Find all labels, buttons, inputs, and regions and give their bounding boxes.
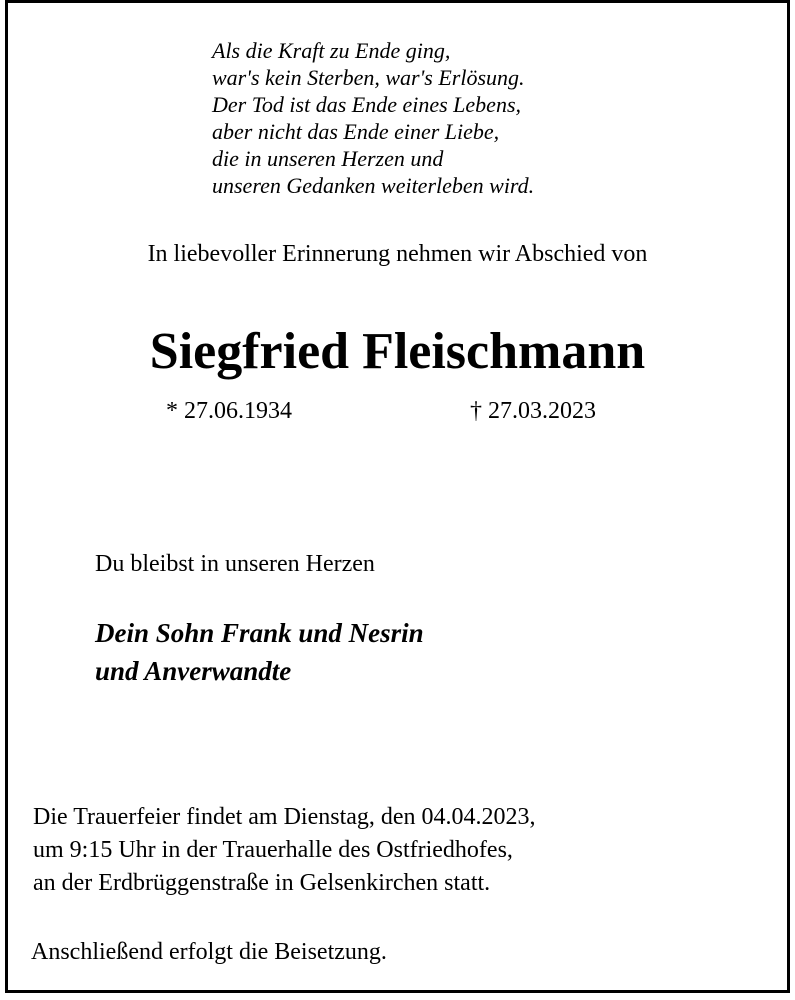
poem-line: Der Tod ist das Ende eines Lebens,	[212, 92, 522, 117]
farewell-text: Du bleibst in unseren Herzen	[95, 551, 375, 577]
intro-text: In liebevoller Erinnerung nehmen wir Abschied von	[147, 241, 648, 267]
deceased-name: Siegfried Fleischmann	[149, 323, 646, 380]
poem-line: war's kein Sterben, war's Erlösung.	[212, 65, 525, 90]
poem-line: unseren Gedanken weiterleben wird.	[212, 173, 535, 198]
poem-line: aber nicht das Ende einer Liebe,	[212, 119, 500, 144]
death-date: † 27.03.2023	[470, 398, 596, 424]
poem-line: Als die Kraft zu Ende ging,	[212, 38, 451, 63]
burial-note: Anschließend erfolgt die Beisetzung.	[31, 939, 387, 965]
service-line: an der Erdbrüggenstraße in Gelsenkirchen statt.	[33, 870, 491, 896]
service-line: um 9:15 Uhr in der Trauerhalle des Ostfriedhofes,	[33, 837, 513, 863]
poem-line: die in unseren Herzen und	[212, 146, 444, 171]
service-details	[33, 801, 536, 900]
service-line: Die Trauerfeier findet am Dienstag, den 04.04.2023,	[33, 804, 536, 830]
signers-block	[95, 614, 424, 690]
signer-line: Dein Sohn Frank und Nesrin	[95, 618, 424, 648]
memorial-poem	[212, 37, 534, 199]
signer-line: und Anverwandte	[95, 656, 292, 686]
birth-date: * 27.06.1934	[166, 398, 292, 424]
